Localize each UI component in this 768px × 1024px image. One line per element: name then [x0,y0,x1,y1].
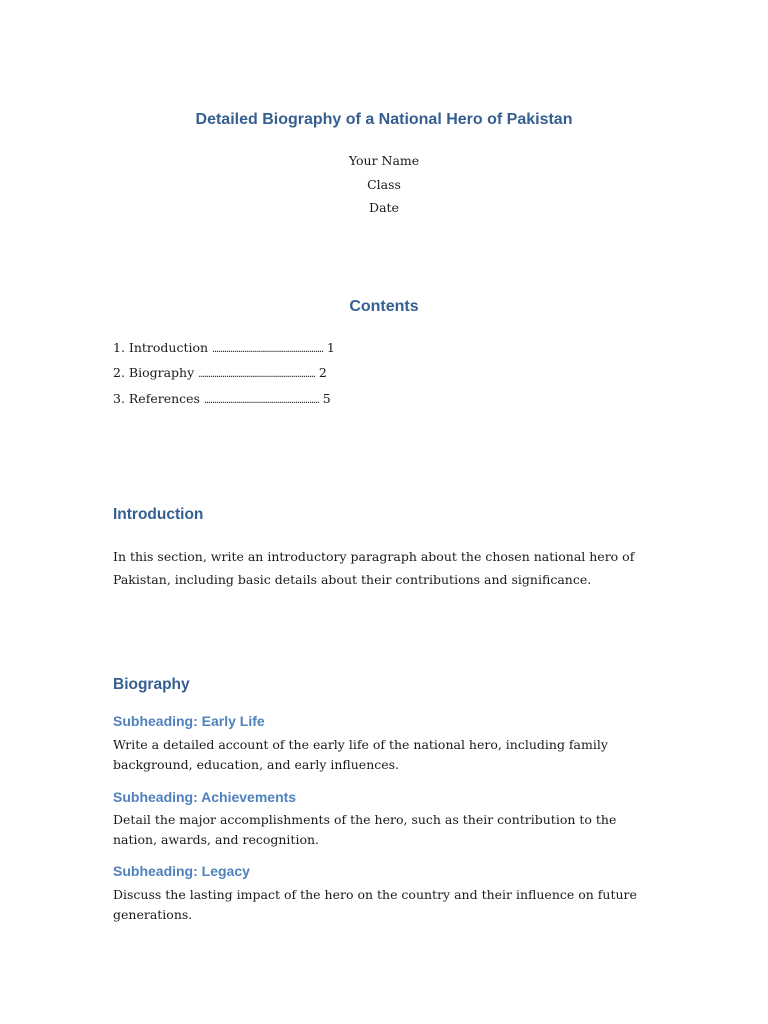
toc-entry-label: 3. References [113,390,200,406]
toc-leader-dots: .......................................................... [203,394,319,406]
toc-entry-biography[interactable] [113,361,335,386]
table-of-contents [113,336,335,412]
legacy-subheading: Subheading: Legacy [113,863,250,879]
author-block [0,149,768,220]
early-life-subheading: Subheading: Early Life [113,713,265,729]
toc-leader-dots: ........................................................... [198,369,315,381]
introduction-heading: Introduction [113,506,204,523]
toc-entry-introduction[interactable] [113,336,335,361]
toc-page-number: 2 [318,365,327,381]
author-name: Your Name [348,153,420,168]
legacy-paragraph: Discuss the lasting impact of the hero on the country and their influence on future generations. [113,887,637,922]
document-title: Detailed Biography of a National Hero of Pakistan [195,111,573,128]
toc-page-number: 5 [322,390,331,406]
achievements-paragraph: Detail the major accomplishments of the hero, such as their contribution to the nation, awards, and recognition. [113,812,617,847]
biography-heading: Biography [113,676,190,693]
contents-heading: Contents [349,298,419,315]
date-label: Date [369,200,399,215]
toc-entry-label: 1. Introduction [113,340,209,355]
introduction-paragraph: In this section, write an introductory paragraph about the chosen national hero of Pakistan, including basic details about their contributions and significance. [113,549,635,587]
toc-page-number: 1 [326,340,335,355]
toc-entry-label: 2. Biography [113,365,195,381]
early-life-paragraph: Write a detailed account of the early life of the national hero, including family background, education, and early influences. [113,737,608,772]
toc-leader-dots: ........................................................ [212,344,323,355]
achievements-subheading: Subheading: Achievements [113,789,297,805]
toc-entry-references[interactable] [113,387,335,412]
class-label: Class [367,176,401,192]
